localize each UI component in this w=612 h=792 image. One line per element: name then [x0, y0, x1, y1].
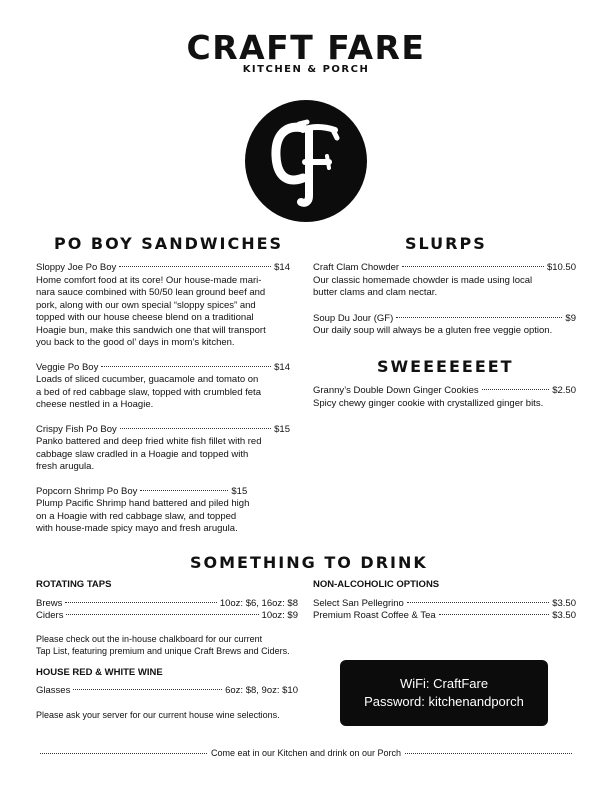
- desc-line: a bed of red cabbage slaw, topped with crumbled feta: [36, 386, 261, 398]
- drink-price: 10oz: $6, 16oz: $8: [219, 597, 298, 609]
- desc-line: cheese nestled in a Hoagie.: [36, 399, 154, 410]
- item-name: Crispy Fish Po Boy: [36, 423, 117, 435]
- restaurant-subtitle: KITCHEN & PORCH: [242, 64, 370, 75]
- item-description: [313, 325, 576, 338]
- item-name: Granny’s Double Down Ginger Cookies: [313, 385, 479, 396]
- dot-leader-left: [40, 753, 207, 754]
- menu-item-sloppy-joe: [36, 262, 290, 350]
- item-price: $15: [231, 485, 248, 497]
- rotating-taps-heading: ROTATING TAPS: [36, 579, 112, 590]
- sweet-list: [313, 385, 576, 422]
- dot-leader: [407, 602, 549, 603]
- menu-item-veggie: [36, 362, 290, 412]
- sweet-section-title: SWEEEEEEET: [377, 357, 514, 376]
- desc-line: topped with our house cheese blend on a traditional: [36, 312, 254, 323]
- menu-item-crispy-fish: [36, 424, 290, 474]
- desc-line: pork, along with our own special “sloppy spices” and: [36, 299, 256, 311]
- desc-line: Our classic homemade chowder is made using local: [313, 274, 533, 286]
- dot-leader: [65, 602, 216, 603]
- drink-name: Premium Roast Coffee & Tea: [313, 610, 436, 621]
- item-name: Craft Clam Chowder: [313, 262, 400, 273]
- menu-item-clam-chowder: [313, 262, 576, 300]
- drink-name: Ciders: [36, 610, 64, 621]
- note-line: Tap List, featuring premium and unique Craft Brews and Ciders.: [36, 645, 290, 656]
- house-wine-heading: HOUSE RED & WHITE WINE: [36, 666, 163, 678]
- item-price: $10.50: [546, 262, 576, 273]
- menu-item-ginger-cookies: [313, 385, 576, 410]
- desc-line: Plump Pacific Shrimp hand battered and piled high: [36, 498, 250, 509]
- desc-line: Spicy chewy ginger cookie with crystallized ginger bits.: [313, 397, 544, 409]
- dot-leader: [73, 689, 222, 690]
- slurps-section-title: SLURPS: [405, 234, 487, 253]
- dot-leader: [402, 266, 544, 267]
- footer-tagline: Come eat in our Kitchen and drink on our Porch: [210, 748, 402, 758]
- restaurant-name: CRAFT FARE: [186, 28, 426, 67]
- item-name: Popcorn Shrimp Po Boy: [36, 485, 138, 497]
- desc-line: Our daily soup will always be a gluten free veggie option.: [313, 325, 553, 336]
- item-price: $2.50: [552, 385, 576, 396]
- item-description: [313, 275, 576, 300]
- desc-line: Loads of sliced cucumber, guacamole and tomato on: [36, 374, 259, 385]
- drink-price: $3.50: [552, 597, 576, 609]
- item-price: $15: [274, 423, 290, 435]
- menu-item-soup-du-jour: [313, 313, 576, 338]
- dot-leader: [396, 317, 562, 318]
- item-description: [313, 398, 576, 411]
- desc-line: on a Hoagie with red cabbage slaw, and topped: [36, 510, 237, 522]
- drink-row-san-pellegrino: [313, 598, 576, 611]
- item-price: $14: [274, 262, 290, 273]
- drink-row-ciders: [36, 610, 298, 623]
- slurps-list: [313, 262, 576, 350]
- po-boy-list: [36, 262, 290, 548]
- item-description: [36, 436, 290, 474]
- drink-name: Select San Pellegrino: [313, 597, 404, 609]
- wifi-network: WiFi: CraftFare: [399, 676, 489, 691]
- desc-line: butter clams and clam nectar.: [313, 287, 438, 298]
- item-description: [36, 374, 290, 412]
- desc-line: cabbage slaw cradled in a Hoagie and topped with: [36, 448, 249, 460]
- drink-row-brews: [36, 598, 298, 611]
- menu-item-popcorn-shrimp: [36, 486, 290, 536]
- drink-row-coffee-tea: [313, 610, 576, 623]
- item-description: [36, 275, 290, 350]
- desc-line: Panko battered and deep fried white fish fillet with red: [36, 436, 262, 447]
- desc-line: Hoagie bun, make this sandwich one that will transport: [36, 324, 266, 336]
- drink-name: Brews: [36, 597, 63, 609]
- cf-monogram-logo: [245, 100, 367, 222]
- drink-price: 6oz: $8, 9oz: $10: [225, 685, 298, 696]
- desc-line: fresh arugula.: [36, 461, 95, 472]
- note-line: Please check out the in-house chalkboard for our current: [36, 633, 263, 644]
- dot-leader-right: [405, 753, 572, 754]
- drink-name: Glasses: [36, 685, 71, 696]
- item-price: $14: [274, 361, 290, 373]
- wine-note: Please ask your server for our current house wine selections.: [36, 709, 280, 720]
- desc-line: nara sauce combined with 50/50 lean ground beef and: [36, 287, 266, 298]
- drink-price: $3.50: [552, 610, 576, 621]
- desc-line: Home comfort food at its core! Our house-made mari-: [36, 274, 262, 286]
- dot-leader: [101, 366, 271, 367]
- dot-leader: [119, 266, 271, 267]
- item-name: Sloppy Joe Po Boy: [36, 262, 117, 273]
- drinks-right-column: [313, 579, 576, 623]
- desc-line: you back to the good ol’ days in mom’s kitchen.: [36, 337, 235, 348]
- desc-line: with house-made spicy mayo and fresh arugula.: [36, 523, 238, 534]
- dot-leader: [66, 614, 258, 615]
- item-name: Veggie Po Boy: [36, 361, 99, 373]
- item-name: Soup Du Jour (GF): [313, 312, 394, 324]
- dot-leader: [120, 428, 271, 429]
- taps-note: [36, 633, 298, 657]
- dot-leader: [439, 614, 550, 615]
- drink-price: 10oz: $9: [261, 610, 298, 621]
- wifi-info-panel: [340, 660, 548, 726]
- drinks-section-title: SOMETHING TO DRINK: [190, 553, 428, 572]
- cf-monogram-logo-graphic: [245, 100, 367, 222]
- wifi-password: Password: kitchenandporch: [364, 694, 524, 709]
- drink-row-wine-glasses: [36, 685, 298, 698]
- dot-leader: [482, 389, 550, 390]
- drinks-left-column: [36, 579, 298, 721]
- po-boy-section-title: PO BOY SANDWICHES: [54, 234, 284, 253]
- item-price: $9: [565, 312, 576, 324]
- footer-tagline-row: [36, 748, 576, 758]
- dot-leader: [140, 490, 228, 491]
- non-alcoholic-heading: NON-ALCOHOLIC OPTIONS: [313, 579, 440, 590]
- item-description: [36, 498, 290, 536]
